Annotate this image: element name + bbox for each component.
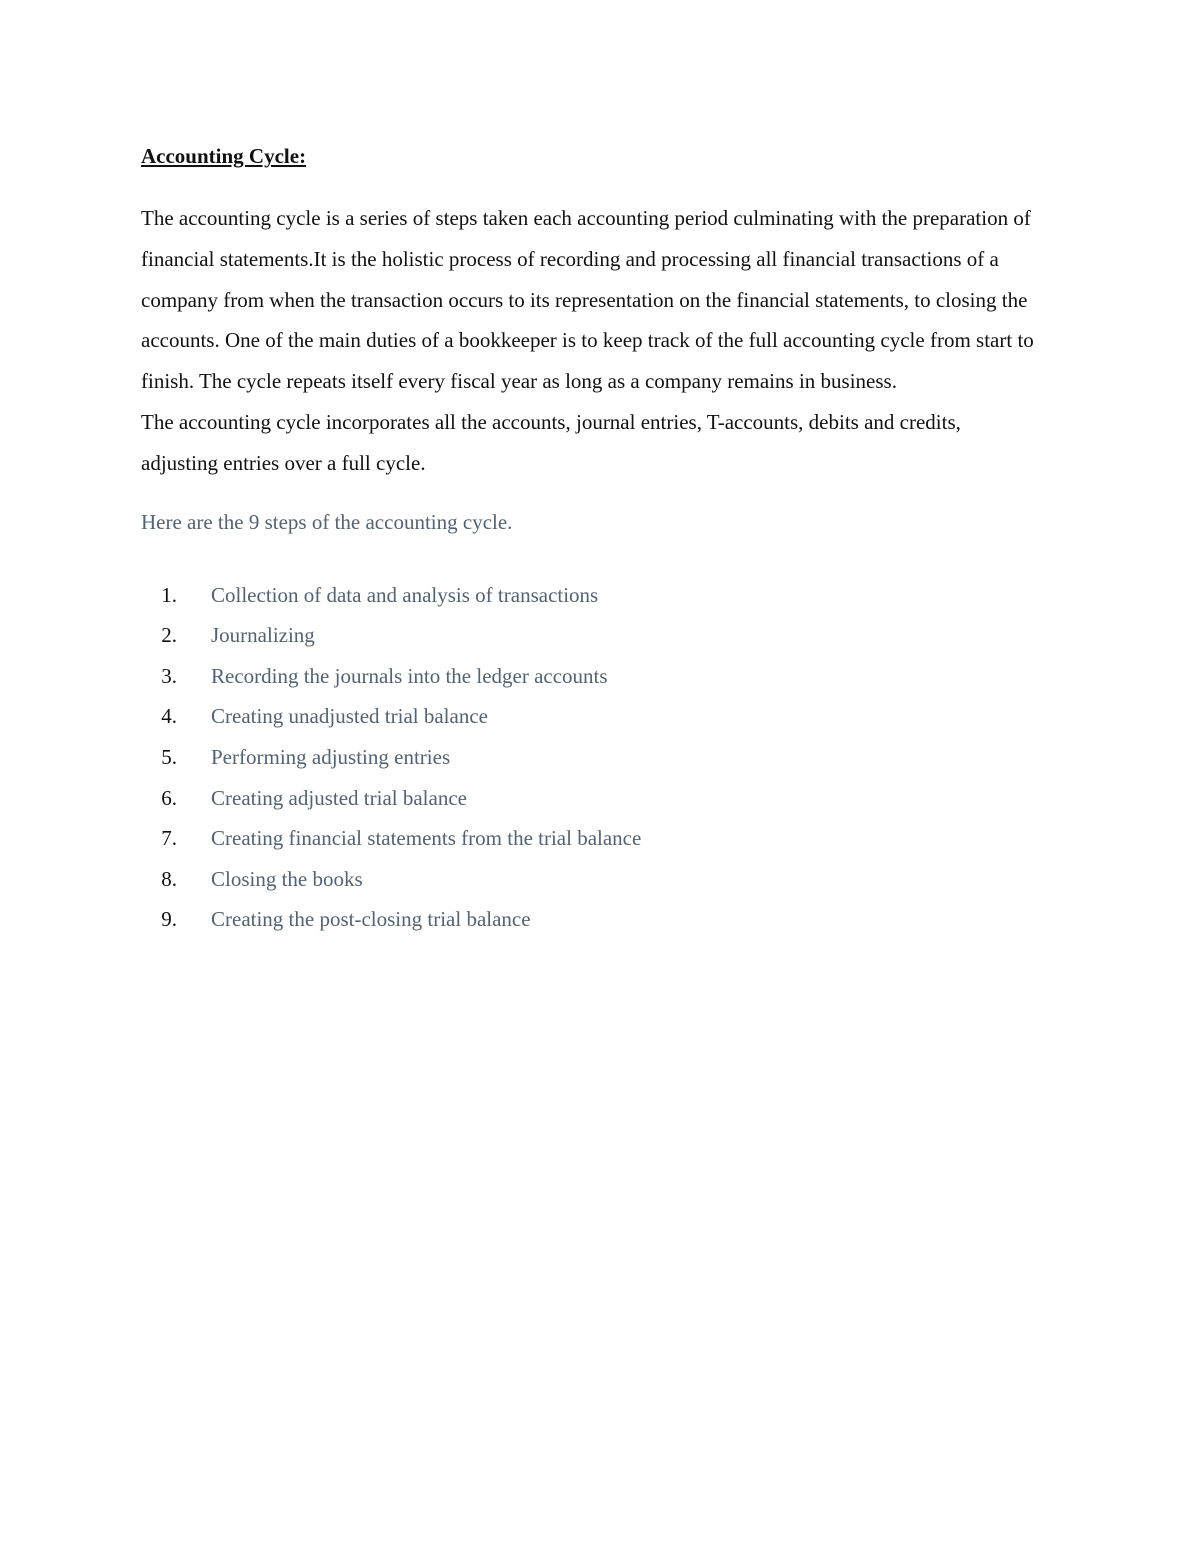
step-item <box>141 778 1041 819</box>
step-item <box>141 615 1041 656</box>
step-number: 5. <box>161 744 177 769</box>
step-item <box>141 696 1041 737</box>
paragraph-1: The accounting cycle is a series of steps taken each accounting period culminating with the preparation of financial statements.It is the holistic process of recording and processing all financial transactions of a company from when the transaction occurs to its representation on the financial statements, to closing the accounts. One of the main duties of a bookkeeper is to keep track of the full accounting cycle from start to finish. The cycle repeats itself every fiscal year as long as a company remains in business. <box>141 206 1034 394</box>
step-text: Closing the books <box>211 866 363 891</box>
step-item <box>141 575 1041 616</box>
document-heading: Accounting Cycle: <box>141 144 307 168</box>
step-item <box>141 818 1041 859</box>
step-item <box>141 859 1041 900</box>
step-text: Journalizing <box>211 623 315 648</box>
step-number: 4. <box>161 704 177 729</box>
step-text: Collection of data and analysis of transactions <box>211 582 599 607</box>
steps-intro: Here are the 9 steps of the accounting cycle. <box>141 509 513 534</box>
step-number: 9. <box>161 907 177 932</box>
step-text: Recording the journals into the ledger accounts <box>211 663 608 688</box>
step-item <box>141 737 1041 778</box>
paragraph-2: The accounting cycle incorporates all the accounts, journal entries, T-accounts, debits and credits, adjusting entries over a full cycle. <box>141 409 961 475</box>
document-content <box>141 140 1041 940</box>
steps-list <box>141 575 1041 940</box>
step-text: Creating unadjusted trial balance <box>211 704 488 729</box>
step-number: 8. <box>161 866 177 891</box>
step-number: 6. <box>161 785 177 810</box>
step-text: Creating the post-closing trial balance <box>211 907 531 932</box>
step-number: 7. <box>161 826 177 851</box>
step-number: 3. <box>161 663 177 688</box>
step-text: Creating financial statements from the trial balance <box>211 826 642 851</box>
step-item <box>141 656 1041 697</box>
step-text: Performing adjusting entries <box>211 744 451 769</box>
step-text: Creating adjusted trial balance <box>211 785 467 810</box>
step-number: 1. <box>161 582 177 607</box>
step-number: 2. <box>161 623 177 648</box>
step-item <box>141 899 1041 940</box>
